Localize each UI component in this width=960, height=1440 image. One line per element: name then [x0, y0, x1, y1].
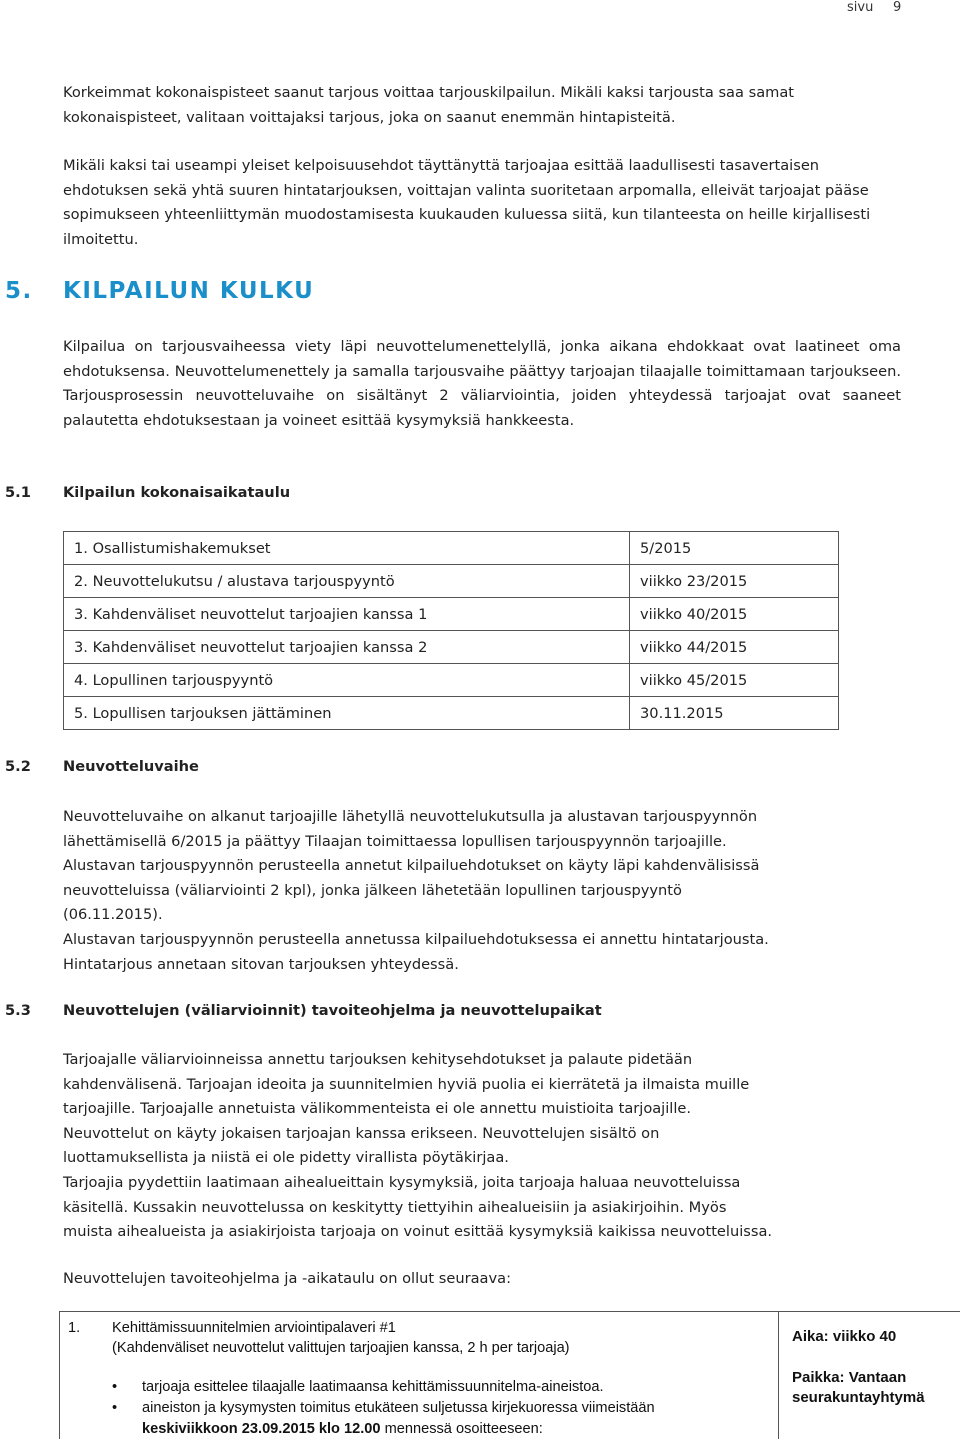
text-line: kahdenvälisenä. Tarjoajan ideoita ja suunnitelmien hyviä puolia ei kierrätetä ja ilmaista muille	[63, 1075, 750, 1093]
schedule-phase: 4. Lopullinen tarjouspyyntö	[64, 664, 630, 697]
list-item	[112, 1398, 655, 1440]
intro-paragraph-1: Korkeimmat kokonaispisteet saanut tarjous voittaa tarjouskilpailun. Mikäli kaksi tarjousta saa samat kokonaispisteet, valitaan voittajaksi tarjous, joka on saanut enemmän hintapisteitä.	[63, 84, 795, 126]
schedule-date: viikko 40/2015	[630, 598, 839, 631]
bullet-icon: •	[112, 1379, 118, 1395]
table-row	[64, 631, 839, 664]
schedule-phase: 3. Kahdenväliset neuvottelut tarjoajien kanssa 2	[64, 631, 630, 664]
text-line: Neuvotteluvaihe on alkanut tarjoajille lähetyllä neuvottelukutsulla ja alustavan tarjouspyynnön	[63, 808, 758, 825]
program-intro: Neuvottelujen tavoiteohjelma ja -aikataulu on ollut seuraava:	[63, 1270, 511, 1287]
table-row	[64, 565, 839, 598]
text-line: lähettämisellä 6/2015 ja päättyy Tilaajan toimittaessa lopullisen tarjouspyynnön tarjoajille.	[63, 832, 727, 850]
bullet-text: tarjoaja esittelee tilaajalle laatimaansa kehittämissuunnitelma-aineistoa.	[142, 1379, 604, 1395]
section-5-2-number: 5.2	[5, 758, 31, 775]
bullet-text-rest: mennessä osoitteeseen:	[380, 1421, 543, 1437]
text-line: Tarjoajia pyydettiin laatimaan aihealueittain kysymyksiä, joita tarjoaja haluaa neuvotteluissa	[63, 1173, 741, 1191]
list-item	[112, 1377, 655, 1398]
page-number: 9	[893, 0, 902, 15]
section-5-3-text	[63, 1048, 901, 1245]
text-line: Alustavan tarjouspyynnön perusteella annetussa kilpailuehdotuksessa ei annettu hintatarjousta.	[63, 930, 769, 948]
text-line: (06.11.2015).	[63, 906, 163, 924]
program-bullet-list	[112, 1377, 655, 1440]
section-5-number: 5.	[5, 278, 33, 304]
schedule-table	[63, 531, 839, 730]
table-row	[64, 697, 839, 730]
section-5-title: KILPAILUN KULKU	[63, 278, 315, 304]
page-header	[830, 0, 960, 22]
section-5-text: Kilpailua on tarjousvaiheessa viety läpi neuvottelumenettelyllä, jonka aikana ehdokkaat ovat laatineet oma ehdotuksensa. Neuvottelumenettely ja samalla tarjousvaihe päättyy tarjoajan tilaajalle toimittamaan tarjoukseen. Tarjousprosessin neuvotteluvaihe on sisältänyt 2 väliarviointia, joiden yhteydessä tarjoajat ovat saaneet palautetta ehdotuksestaan ja voineet esittää kysymyksiä hankkeesta.	[63, 338, 901, 429]
schedule-date: viikko 23/2015	[630, 565, 839, 598]
schedule-phase: 3. Kahdenväliset neuvottelut tarjoajien kanssa 1	[64, 598, 630, 631]
table-row	[64, 532, 839, 565]
text-line: muista aihealueista ja asiakirjoista tarjoaja on voinut esittää kysymyksiä kaikissa neuvotteluissa.	[63, 1223, 773, 1241]
program-item-subtitle: (Kahdenväliset neuvottelut valittujen tarjoajien kanssa, 2 h per tarjoaja)	[112, 1340, 570, 1356]
section-5-1-number: 5.1	[5, 484, 31, 501]
section-5-3-title: Neuvottelujen (väliarvioinnit) tavoiteohjelma ja neuvottelupaikat	[63, 1002, 602, 1019]
program-time: Aika: viikko 40	[792, 1328, 897, 1345]
program-item-number: 1.	[68, 1320, 81, 1336]
table-row	[64, 598, 839, 631]
column-divider	[778, 1312, 779, 1439]
section-5-2-text	[63, 805, 901, 977]
section-5-3-number: 5.3	[5, 1002, 31, 1019]
section-5-heading	[5, 278, 314, 304]
schedule-date: 5/2015	[630, 532, 839, 565]
text-line: käsitellä. Kussakin neuvottelussa on keskitytty tiettyihin aihealueisiin ja asiakirjoihin. Myös	[63, 1198, 727, 1216]
schedule-date: viikko 44/2015	[630, 631, 839, 664]
text-line: Tarjoajalle väliarvioinneissa annettu tarjouksen kehitysehdotukset ja palaute pidetään	[63, 1051, 693, 1068]
text-line: Alustavan tarjouspyynnön perusteella annetut kilpailuehdotukset on käyty läpi kahdenvälisissä	[63, 857, 760, 875]
page-label: sivu	[847, 0, 874, 15]
section-5-1-heading	[5, 484, 290, 501]
schedule-phase: 1. Osallistumishakemukset	[64, 532, 630, 565]
deadline-text: keskiviikkoon 23.09.2015 klo 12.00	[142, 1421, 381, 1437]
section-5-2-title: Neuvotteluvaihe	[63, 758, 199, 775]
section-5-3-heading	[5, 1002, 602, 1019]
schedule-date: 30.11.2015	[630, 697, 839, 730]
schedule-phase: 2. Neuvottelukutsu / alustava tarjouspyyntö	[64, 565, 630, 598]
text-line: luottamuksellista ja niistä ei ole pidetty virallista pöytäkirjaa.	[63, 1149, 509, 1167]
schedule-date: viikko 45/2015	[630, 664, 839, 697]
bullet-icon: •	[112, 1400, 118, 1416]
text-line: tarjoajille. Tarjoajalle annetuista välikommenteista ei ole annettu muistioita tarjoajille.	[63, 1100, 692, 1118]
text-line: Hintatarjous annetaan sitovan tarjouksen yhteydessä.	[63, 955, 459, 973]
program-location: Paikka: Vantaan seurakuntayhtymä	[792, 1369, 925, 1406]
table-row	[64, 664, 839, 697]
schedule-phase: 5. Lopullisen tarjouksen jättäminen	[64, 697, 630, 730]
bullet-text: aineiston ja kysymysten toimitus etukäteen suljetussa kirjekuoressa viimeistään	[142, 1400, 655, 1416]
text-line: Neuvottelut on käyty jokaisen tarjoajan kanssa erikseen. Neuvottelujen sisältö on	[63, 1124, 660, 1142]
program-table	[59, 1311, 960, 1439]
section-5-2-heading	[5, 758, 199, 775]
text-line: neuvotteluissa (väliarviointi 2 kpl), jonka jälkeen lähetetään lopullinen tarjouspyyntö	[63, 881, 682, 899]
intro-paragraph-2: Mikäli kaksi tai useampi yleiset kelpoisuusehdot täyttänyttä tarjoajaa esittää laadullisesti tasavertaisen ehdotuksen sekä yhtä suuren hintatarjouksen, voittajan valinta suoritetaan arpomalla, elleivät tarjoajat pääse sopimukseen yhteenliittymän muodostamisesta kuukauden kuluessa siitä, kun tilanteesta on heille kirjallisesti ilmoitettu.	[63, 157, 871, 248]
section-5-1-title: Kilpailun kokonaisaikataulu	[63, 484, 291, 501]
program-item-title: Kehittämissuunnitelmien arviointipalaveri #1	[112, 1320, 396, 1336]
